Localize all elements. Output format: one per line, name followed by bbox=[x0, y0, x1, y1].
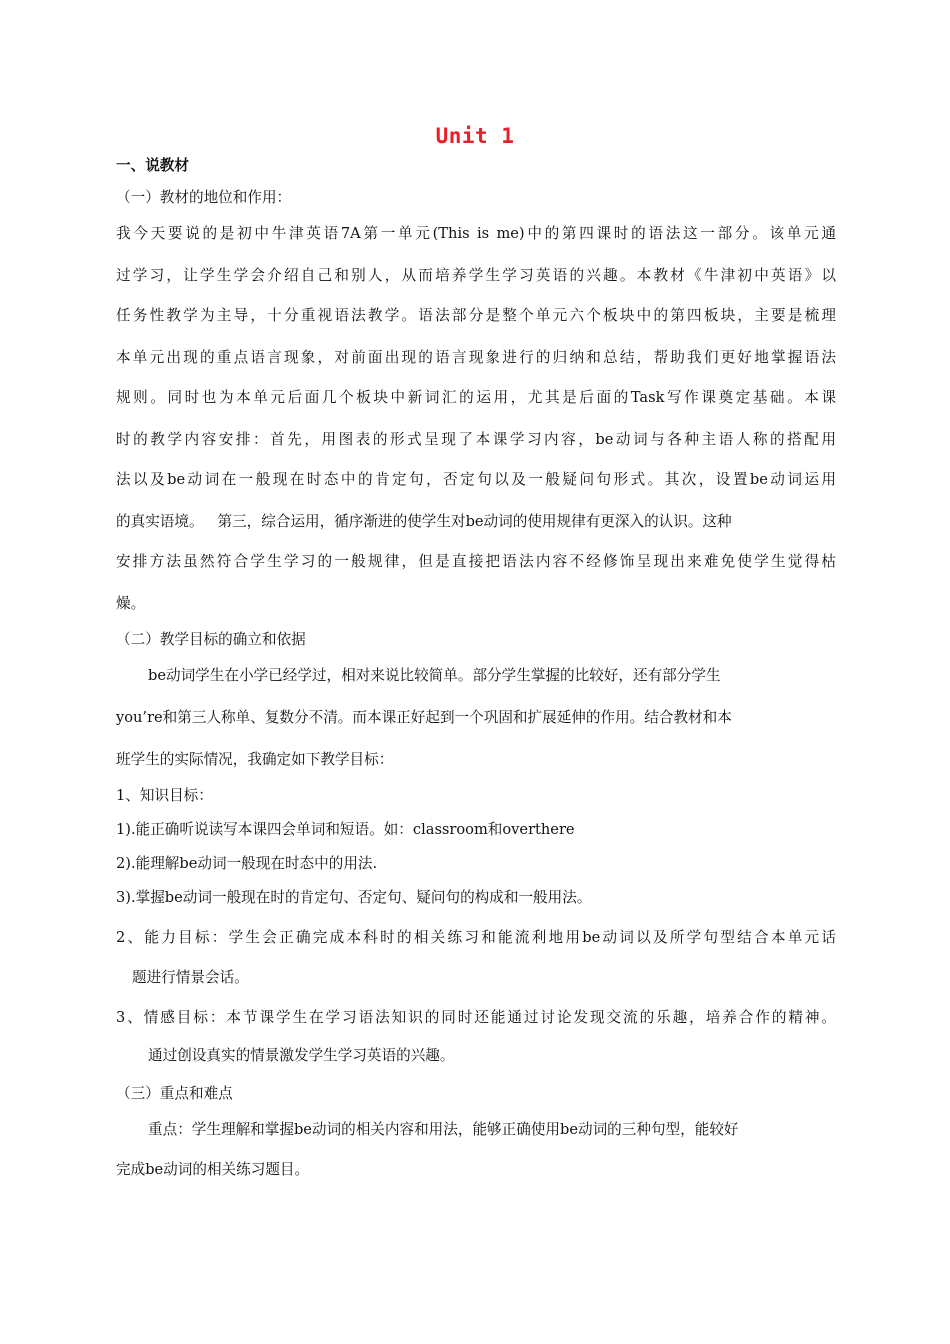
heading-1: 一、说教材 bbox=[116, 157, 189, 174]
section-2-line: 班学生的实际情况，我确定如下教学目标： bbox=[116, 751, 394, 768]
goal-2-line: 题进行情景会话。 bbox=[132, 969, 249, 986]
section-1-line: 任务性教学为主导，十分重视语法教学。语法部分是整个单元六个板块中的第四板块，主要是梳理 bbox=[116, 307, 836, 324]
section-1-heading: （一）教材的地位和作用： bbox=[116, 189, 292, 206]
goal-1-item: 2).能理解be动词一般现在时态中的用法. bbox=[116, 855, 378, 872]
goal-1-item: 1).能正确听说读写本课四会单词和短语。如：classroom和overthere bbox=[116, 821, 575, 838]
section-1-line: 我今天要说的是初中牛津英语7A第一单元(This is me)中的第四课时的语法这一部分。该单元通 bbox=[116, 225, 836, 242]
document-title: Unit 1 bbox=[435, 124, 515, 148]
section-1-line: 过学习，让学生学会介绍自己和别人，从而培养学生学习英语的兴趣。本教材《牛津初中英语》以 bbox=[116, 267, 836, 284]
section-2-heading: （二）教学目标的确立和依据 bbox=[116, 631, 306, 648]
section-1-line: 的真实语境。 第三，综合运用，循序渐进的使学生对be动词的使用规律有更深入的认识。这种 bbox=[116, 513, 732, 530]
section-1-line: 规则。同时也为本单元后面几个板块中新词汇的运用，尤其是后面的Task写作课奠定基础。本课 bbox=[116, 389, 836, 406]
section-1-line: 法以及be动词在一般现在时态中的肯定句，否定句以及一般疑问句形式。其次，设置be动词运用 bbox=[116, 471, 836, 488]
section-1-line: 安排方法虽然符合学生学习的一般规律，但是直接把语法内容不经修饰呈现出来难免使学生觉得枯 bbox=[116, 553, 836, 570]
goal-3-line: 通过创设真实的情景激发学生学习英语的兴趣。 bbox=[148, 1047, 455, 1064]
goal-1-item: 3).掌握be动词一般现在时的肯定句、否定句、疑问句的构成和一般用法。 bbox=[116, 889, 592, 906]
section-2-line: you’re和第三人称单、复数分不清。而本课正好起到一个巩固和扩展延伸的作用。结合教材和本 bbox=[116, 709, 732, 726]
section-2-line: be动词学生在小学已经学过，相对来说比较简单。部分学生掌握的比较好，还有部分学生 bbox=[148, 667, 721, 684]
goal-3-line: 3、情感目标：本节课学生在学习语法知识的同时还能通过讨论发现交流的乐趣，培养合作的精神。 bbox=[116, 1009, 836, 1026]
section-3-line: 重点：学生理解和掌握be动词的相关内容和用法，能够正确使用be动词的三种句型，能较好 bbox=[148, 1121, 739, 1138]
section-3-line: 完成be动词的相关练习题目。 bbox=[116, 1161, 310, 1178]
section-3-heading: （三）重点和难点 bbox=[116, 1085, 233, 1102]
goal-1-label: 1、知识目标： bbox=[116, 787, 213, 804]
section-1-line: 本单元出现的重点语言现象，对前面出现的语言现象进行的归纳和总结，帮助我们更好地掌握语法 bbox=[116, 349, 836, 366]
section-1-line: 燥。 bbox=[116, 595, 146, 612]
section-1-line: 时的教学内容安排：首先，用图表的形式呈现了本课学习内容，be动词与各种主语人称的搭配用 bbox=[116, 431, 836, 448]
goal-2-line: 2、能力目标：学生会正确完成本科时的相关练习和能流利地用be动词以及所学句型结合本单元话 bbox=[116, 929, 836, 946]
